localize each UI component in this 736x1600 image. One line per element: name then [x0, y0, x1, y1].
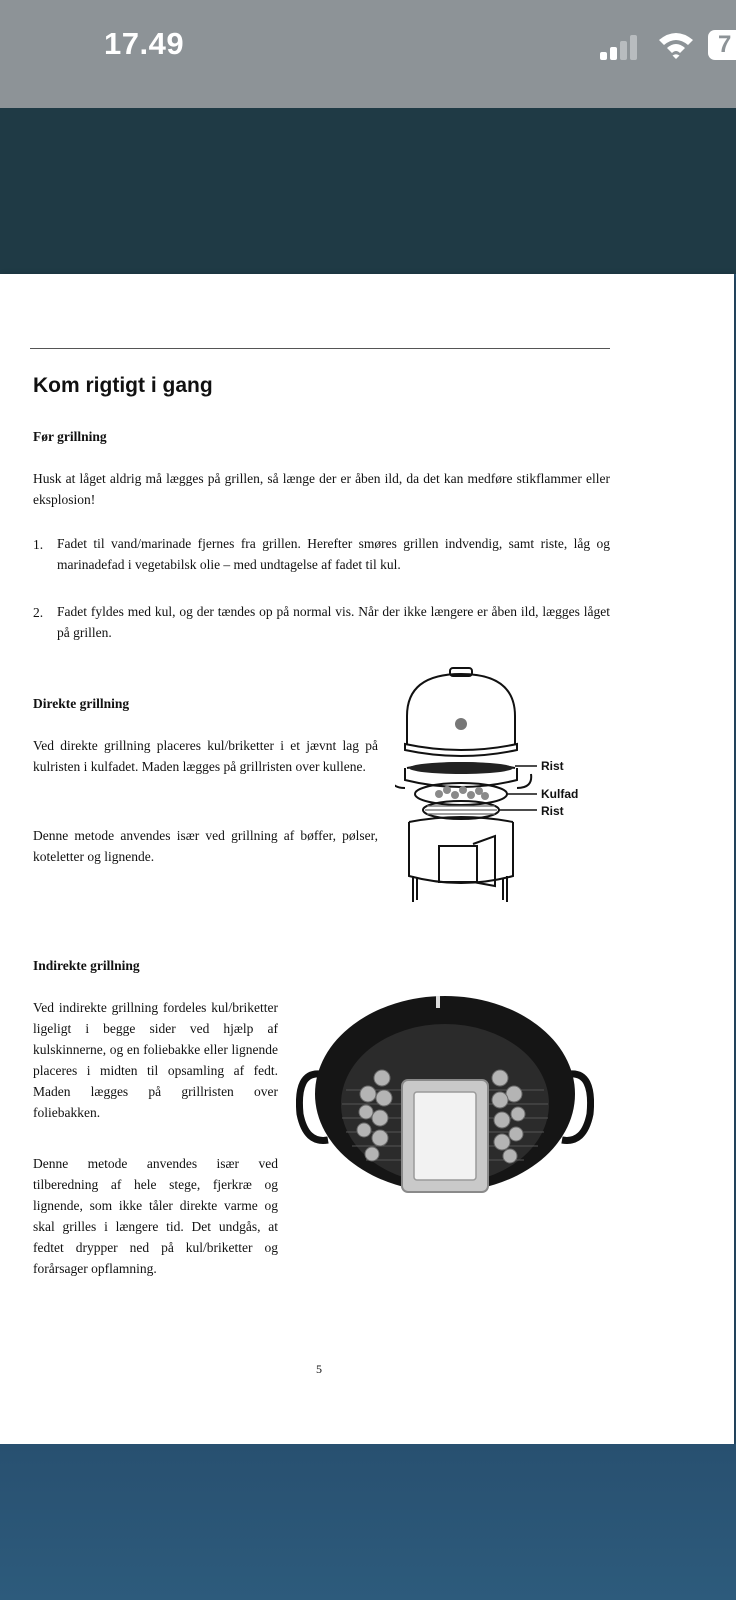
- step-1-text: Fadet til vand/marinade fjernes fra grillen. Herefter smøres grillen indvendig, samt riste, låg og marinadefad i vegetabilsk olie – med undtagelse af fadet til kul.: [57, 536, 610, 572]
- direct-paragraph-1: Ved direkte grillning placeres kul/briketter i et jævnt lag på kulristen i kulfadet. Maden lægges på grillristen over kullene.: [33, 738, 378, 774]
- smoker-grill-diagram: [395, 664, 605, 914]
- viewer-bottom-area: [0, 1444, 736, 1600]
- step-2-number: 2.: [33, 605, 44, 620]
- indirect-grilling-photo: [296, 994, 594, 1194]
- document-page[interactable]: [0, 274, 734, 1444]
- viewer-toolbar: [0, 108, 736, 274]
- label-kulfad: Kulfad: [541, 787, 579, 801]
- cellular-signal-icon: [600, 34, 644, 60]
- indirect-paragraph-2: Denne metode anvendes især ved tilberedning af hele stege, fjerkræ og lignende, som ikke tåler direkte varme og skal grilles i længere tid. Det undgås, at fedtet drypper ned på kul/briketter og forårsager opflamning.: [33, 1156, 278, 1276]
- step-2-text: Fadet fyldes med kul, og der tændes op på normal vis. Når der ikke længere er åben ild, lægges låget på grillen.: [57, 604, 610, 640]
- heading-indirect-grilling: Indirekte grillning: [33, 958, 140, 973]
- label-rist-top: Rist: [541, 759, 564, 773]
- status-time: 17.49: [104, 26, 185, 61]
- indirect-paragraph-1: Ved indirekte grillning fordeles kul/briketter ligeligt i begge sider ved hjælp af kulskinnerne, og en foliebakke eller lignende placeres i midten til opsamling af fedt. Maden lægges på grillristen over foliebakken.: [33, 1000, 278, 1120]
- heading-before-grilling: Før grillning: [33, 429, 107, 444]
- battery-icon: [708, 30, 736, 60]
- page-title: Kom rigtigt i gang: [33, 374, 213, 397]
- label-rist-bottom: Rist: [541, 804, 564, 818]
- page-number: 5: [316, 1362, 322, 1376]
- header-rule: [30, 348, 610, 349]
- direct-paragraph-2: Denne metode anvendes især ved grillning af bøffer, pølser, koteletter og lignende.: [33, 828, 378, 864]
- status-bar: [0, 0, 736, 108]
- battery-level: 7: [718, 31, 732, 58]
- heading-direct-grilling: Direkte grillning: [33, 696, 130, 711]
- step-1-number: 1.: [33, 537, 44, 552]
- intro-paragraph: Husk at låget aldrig må lægges på grillen, så længe der er åben ild, da det kan medføre stikflammer eller eksplosion!: [33, 471, 610, 507]
- wifi-icon: [657, 30, 695, 60]
